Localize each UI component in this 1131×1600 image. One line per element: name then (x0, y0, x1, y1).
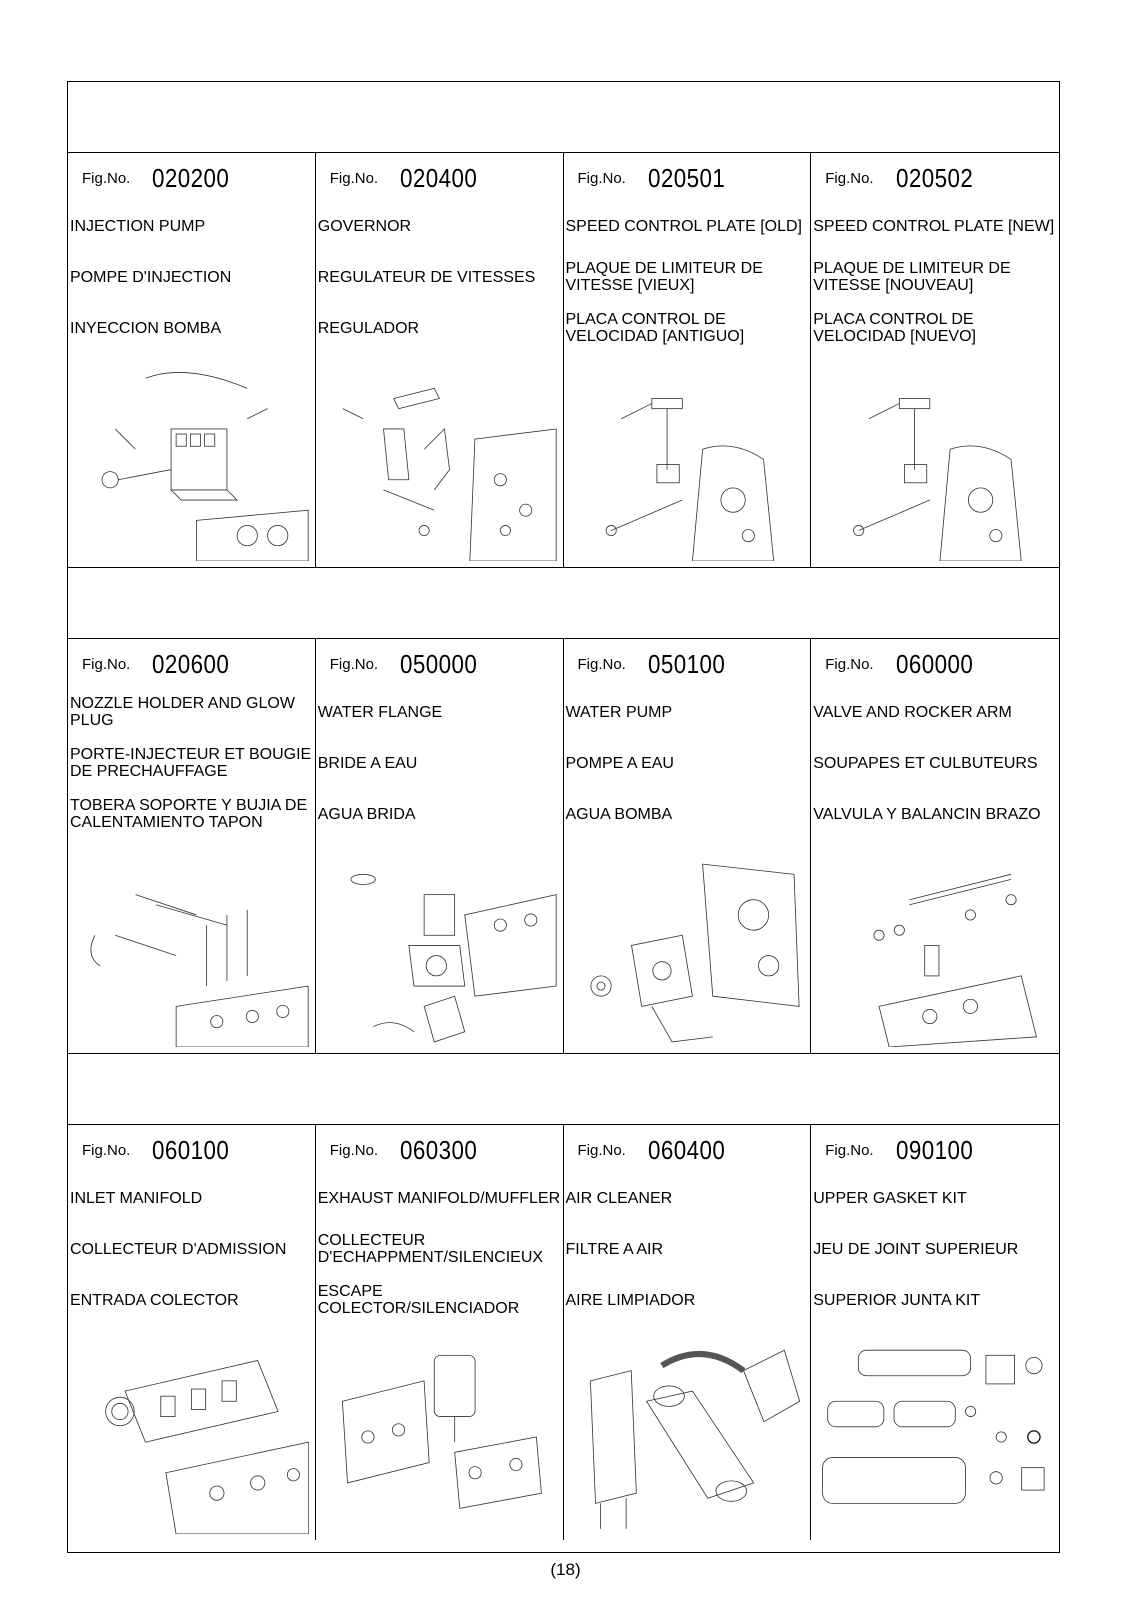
figure-card[interactable] (564, 639, 812, 1053)
name-french: SOUPAPES ET CULBUTEURS (813, 754, 1038, 772)
name-spanish: PLACA CONTROL DE VELOCIDAD [NUEVO] (813, 311, 976, 345)
fig-label: Fig.No. (577, 1142, 626, 1159)
fig-label: Fig.No. (82, 170, 131, 187)
separator-band (68, 568, 1059, 639)
name-french: BRIDE A EAU (317, 754, 418, 772)
name-english: AIR CLEANER (565, 1189, 673, 1207)
fig-label: Fig.No. (825, 1142, 874, 1159)
fig-label: Fig.No. (82, 1142, 131, 1159)
air-cleaner-drawing-icon (570, 1340, 805, 1534)
name-english: INJECTION PUMP (70, 217, 206, 235)
figure-row-3 (68, 1125, 1059, 1540)
name-english: INLET MANIFOLD (70, 1189, 203, 1207)
name-french: PLAQUE DE LIMITEUR DE VITESSE [VIEUX] (565, 260, 763, 294)
name-french: PORTE-INJECTEUR ET BOUGIE DE PRECHAUFFAGE (70, 746, 312, 780)
figure-card[interactable] (811, 153, 1059, 567)
fig-number: 020200 (152, 163, 230, 193)
fig-number: 050100 (647, 649, 726, 679)
figure-card[interactable] (564, 153, 812, 567)
name-english: UPPER GASKET KIT (813, 1189, 967, 1207)
name-spanish: ENTRADA COLECTOR (70, 1291, 239, 1309)
figure-row-1 (68, 153, 1059, 568)
fig-label: Fig.No. (329, 1142, 379, 1159)
exhaust-manifold-drawing-icon (322, 1340, 557, 1534)
fig-number: 060000 (895, 649, 973, 679)
name-english: WATER PUMP (565, 703, 673, 721)
inlet-manifold-drawing-icon (74, 1340, 309, 1534)
figure-row-2 (68, 639, 1059, 1054)
figure-card[interactable] (68, 153, 316, 567)
figure-card[interactable] (811, 1125, 1059, 1540)
fig-number: 090100 (895, 1135, 973, 1165)
fig-label: Fig.No. (577, 656, 626, 673)
figure-card[interactable] (316, 1125, 564, 1540)
name-english: NOZZLE HOLDER AND GLOW PLUG (70, 695, 295, 729)
name-spanish: SUPERIOR JUNTA KIT (813, 1291, 981, 1309)
figure-card[interactable] (68, 1125, 316, 1540)
name-spanish: INYECCION BOMBA (70, 319, 222, 337)
name-french: POMPE A EAU (565, 754, 674, 772)
name-english: GOVERNOR (317, 217, 412, 235)
name-french: POMPE D'INJECTION (70, 268, 232, 286)
fig-label: Fig.No. (825, 170, 874, 187)
fig-number: 020400 (400, 163, 478, 193)
figure-card[interactable] (316, 153, 564, 567)
name-french: FILTRE A AIR (565, 1240, 664, 1258)
name-spanish: PLACA CONTROL DE VELOCIDAD [ANTIGUO] (565, 311, 745, 345)
governor-drawing-icon (322, 368, 557, 561)
name-spanish: AGUA BOMBA (565, 805, 673, 823)
name-spanish: AIRE LIMPIADOR (565, 1291, 696, 1309)
fig-number: 020501 (647, 163, 726, 193)
figure-card[interactable] (68, 639, 316, 1053)
water-pump-drawing-icon (570, 854, 805, 1047)
figure-card[interactable] (564, 1125, 812, 1540)
fig-label: Fig.No. (329, 170, 379, 187)
gasket-kit-drawing-icon (817, 1340, 1053, 1534)
speed-control-plate-drawing-icon (570, 368, 805, 561)
fig-number: 020600 (152, 649, 230, 679)
figure-card[interactable] (316, 639, 564, 1053)
name-spanish: TOBERA SOPORTE Y BUJIA DE CALENTAMIENTO TAPON (70, 797, 308, 831)
water-flange-drawing-icon (322, 854, 557, 1047)
name-english: SPEED CONTROL PLATE [OLD] (565, 217, 802, 235)
name-spanish: ESCAPE COLECTOR/SILENCIADOR (317, 1283, 520, 1317)
name-english: WATER FLANGE (317, 703, 443, 721)
fig-label: Fig.No. (329, 656, 379, 673)
name-spanish: AGUA BRIDA (317, 805, 416, 823)
fig-number: 060300 (400, 1135, 478, 1165)
name-french: REGULATEUR DE VITESSES (317, 268, 536, 286)
figure-card[interactable] (811, 639, 1059, 1053)
fig-label: Fig.No. (577, 170, 626, 187)
name-english: VALVE AND ROCKER ARM (813, 703, 1012, 721)
parts-catalog-frame (67, 81, 1060, 1553)
name-english: SPEED CONTROL PLATE [NEW] (813, 217, 1055, 235)
fig-number: 050000 (400, 649, 478, 679)
speed-control-plate-drawing-icon (817, 368, 1053, 561)
page-number: (18) (550, 1560, 581, 1579)
name-french: COLLECTEUR D'ADMISSION (70, 1240, 287, 1258)
fig-number: 060400 (647, 1135, 726, 1165)
name-french: JEU DE JOINT SUPERIEUR (813, 1240, 1019, 1258)
name-spanish: REGULADOR (317, 319, 420, 337)
header-band (68, 82, 1059, 153)
valve-rocker-arm-drawing-icon (817, 854, 1053, 1047)
fig-label: Fig.No. (825, 656, 874, 673)
nozzle-holder-drawing-icon (74, 854, 309, 1047)
name-french: COLLECTEUR D'ECHAPPMENT/SILENCIEUX (317, 1232, 544, 1266)
separator-band (68, 1054, 1059, 1125)
injection-pump-drawing-icon (74, 368, 309, 561)
name-spanish: VALVULA Y BALANCIN BRAZO (813, 805, 1041, 823)
fig-number: 020502 (895, 163, 973, 193)
fig-number: 060100 (152, 1135, 230, 1165)
name-french: PLAQUE DE LIMITEUR DE VITESSE [NOUVEAU] (813, 260, 1011, 294)
fig-label: Fig.No. (82, 656, 131, 673)
name-english: EXHAUST MANIFOLD/MUFFLER (317, 1189, 561, 1207)
